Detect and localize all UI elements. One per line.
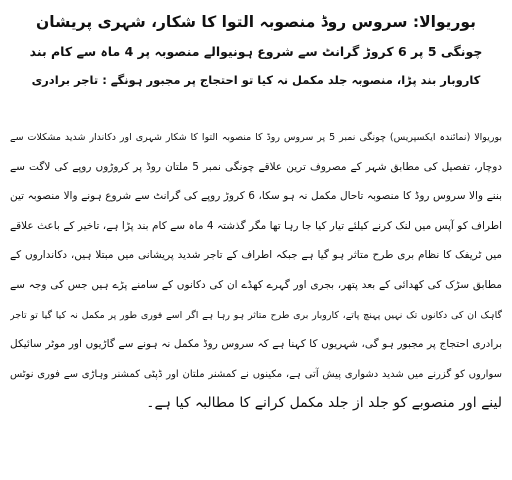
sub-headline: چونگی 5 پر 6 کروڑ گرانٹ سے شروع ہونیوالے منصوبہ پر 4 ماہ سے کام بند bbox=[29, 44, 483, 59]
sub-headline: کاروبار بند پڑا، منصوبہ جلد مکمل نہ کیا تو احتجاج پر مجبور ہونگے : تاجر برادری bbox=[31, 73, 481, 87]
article-line: بوریوالا (نمائندہ ایکسپریس) چونگی نمبر 5 پر سروس روڈ کا منصوبہ التوا کا شکار شہری اور دکاندار شدید مشکلات سے bbox=[10, 132, 502, 143]
main-headline: بوریوالا: سروس روڈ منصوبہ التوا کا شکار، شہری پریشان bbox=[36, 13, 476, 31]
article-line: برادری احتجاج پر مجبور ہو گی، شہریوں کا کہنا ہے کہ سروس روڈ مکمل نہ ہونے سے گاڑیوں اور موٹر سائیکل bbox=[10, 338, 502, 351]
article-line: سواروں کو گزرنے میں شدید دشواری پیش آتی ہے، مکینوں نے کمشنر ملتان اور ڈپٹی کمشنر وہاڑی سے فوری نوٹس bbox=[10, 368, 502, 380]
article-line: دوچار، تفصیل کی مطابق شہر کے مصروف ترین علاقے چونگی نمبر 5 ملتان روڈ پر کروڑوں روپے کی لاگت سے bbox=[10, 160, 502, 173]
article-line: گاہک ان کی دکانوں تک نہیں پہنچ پاتے، کاروبار بری طرح متاثر ہو رہا ہے اگر اسے فوری طور پر مکمل نہ کیا گیا تو تاجر bbox=[10, 309, 502, 321]
article-line: مطابق سڑک کی کھدائی کے بعد پتھر، بجری اور گہرے کھڈے ان کی دکانوں کے سامنے پڑے ہیں جس کی وجہ سے bbox=[10, 278, 502, 291]
article-body bbox=[10, 123, 502, 419]
article-line: لینے اور منصوبے کو جلد از جلد مکمل کرانے کا مطالبہ کیا ہے۔ bbox=[146, 395, 502, 412]
article-line: بننے والا سروس روڈ کا منصوبہ تاحال مکمل نہ ہو سکا، 6 کروڑ روپے کی گرانٹ سے شروع ہونے والا منصوبہ تین bbox=[10, 190, 502, 203]
article-line: میں ٹریفک کا نظام بری طرح متاثر ہو گیا ہے جبکہ اطراف کے تاجر شدید پریشانی میں مبتلا ہیں، دکانداروں کے bbox=[10, 249, 502, 262]
headline-block bbox=[24, 8, 488, 95]
article-line: اطراف کو آپس میں لنک کرنے کیلئے تیار کیا جا رہا تھا مگر گذشتہ 4 ماہ سے کام بند پڑا ہے، تاخیر کے باعث علاقے bbox=[10, 219, 502, 232]
